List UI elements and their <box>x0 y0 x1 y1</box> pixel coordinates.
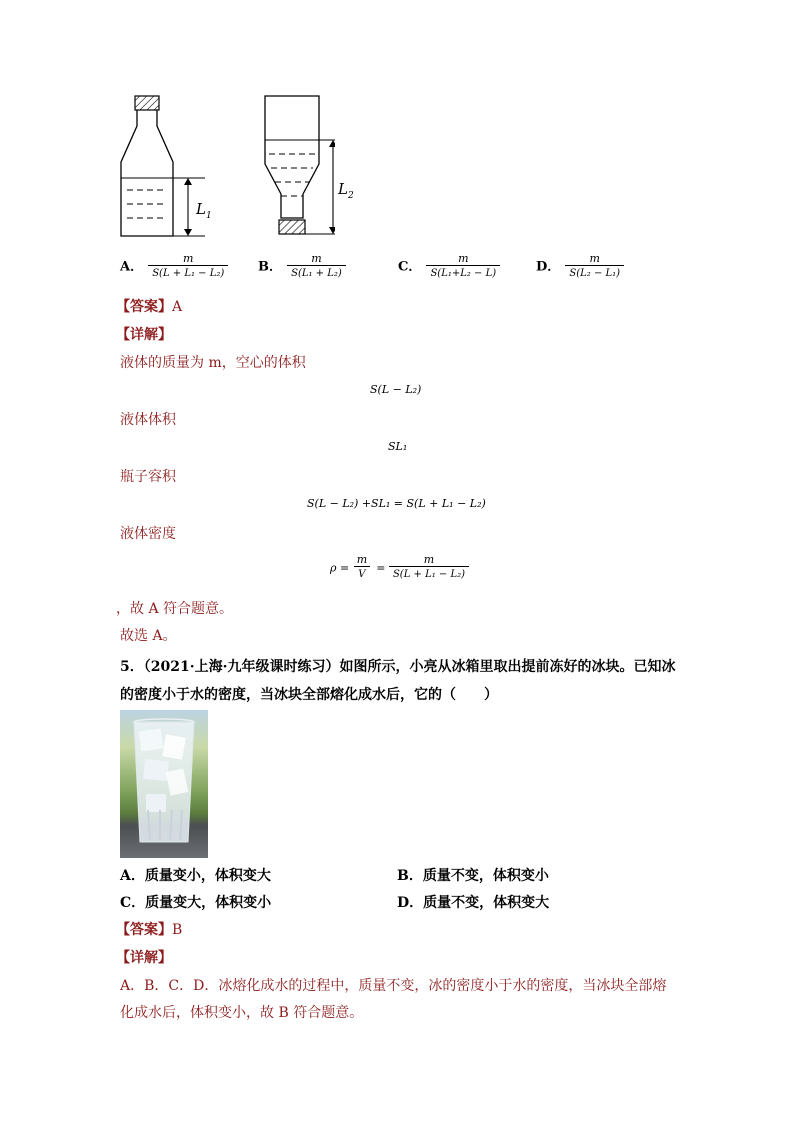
q4-option-d[interactable]: D． $\frac{m}{\text{S(L₂ − L₁)}}$ <box>536 252 624 280</box>
q5-detail-heading: 【详解】 <box>116 950 172 966</box>
q5-option-b[interactable]: B．质量不变，体积变小 <box>397 868 549 884</box>
q4-answer: 【答案】A <box>116 299 183 315</box>
ice-glass-photo <box>120 710 208 858</box>
q4-option-a[interactable]: A． $\frac{m}{\text{S(L + L₁ − L₂)}}$ <box>120 252 228 280</box>
upright-bottle <box>121 96 205 236</box>
q4-detail-line5: ，故 A 符合题意。 <box>116 601 234 617</box>
q4-detail-heading: 【详解】 <box>116 327 172 343</box>
q5-answer: 【答案】B <box>116 922 183 938</box>
q4-eq1: S(L − L₂) <box>370 383 422 396</box>
q4-detail-line6: 故选 A。 <box>120 628 177 644</box>
q4-eq2: SL₁ <box>388 440 408 453</box>
q5-detail-line2: 化成水后，体积变小，故 B 符合题意。 <box>120 1005 364 1021</box>
bottle-figure <box>115 92 335 242</box>
q4-option-b[interactable]: B． $\frac{m}{\text{S(L₁ + L₂)}}$ <box>258 252 346 280</box>
q4-detail-line3: 瓶子容积 <box>120 469 176 485</box>
q4-eq3: S(L − L₂) +SL₁ = S(L + L₁ − L₂) <box>307 497 486 510</box>
q5-option-d[interactable]: D．质量不变，体积变大 <box>397 895 550 911</box>
q4-detail-line4: 液体密度 <box>120 526 176 542</box>
q4-detail-line1: 液体的质量为 m，空心的体积 <box>120 355 306 371</box>
inverted-bottle <box>265 96 335 234</box>
q4-option-c[interactable]: C． $\frac{m}{\text{S(L₁+L₂ − L)}}$ <box>398 252 500 280</box>
q5-option-c[interactable]: C．质量变大，体积变小 <box>120 895 272 911</box>
q4-eq4: ρ = $\frac{m}{V}$ = $\frac{m}{\text{S(L + L₁ − L₂)}}$ <box>330 553 469 581</box>
label-l2: $L_2$ <box>338 180 354 201</box>
q5-option-a[interactable]: A．质量变小，体积变大 <box>120 868 271 884</box>
q5-stem-line1: 5．（2021·上海·九年级课时练习）如图所示，小亮从冰箱里取出提前冻好的冰块。已知冰 <box>120 659 676 675</box>
q4-detail-line2: 液体体积 <box>120 412 176 428</box>
q5-detail-line1: A．B．C．D．冰熔化成水的过程中，质量不变，冰的密度小于水的密度，当冰块全部熔 <box>120 978 667 994</box>
q5-stem-line2: 的密度小于水的密度，当冰块全部熔化成水后，它的（ ） <box>120 687 498 703</box>
label-l1: $L_1$ <box>196 200 212 221</box>
